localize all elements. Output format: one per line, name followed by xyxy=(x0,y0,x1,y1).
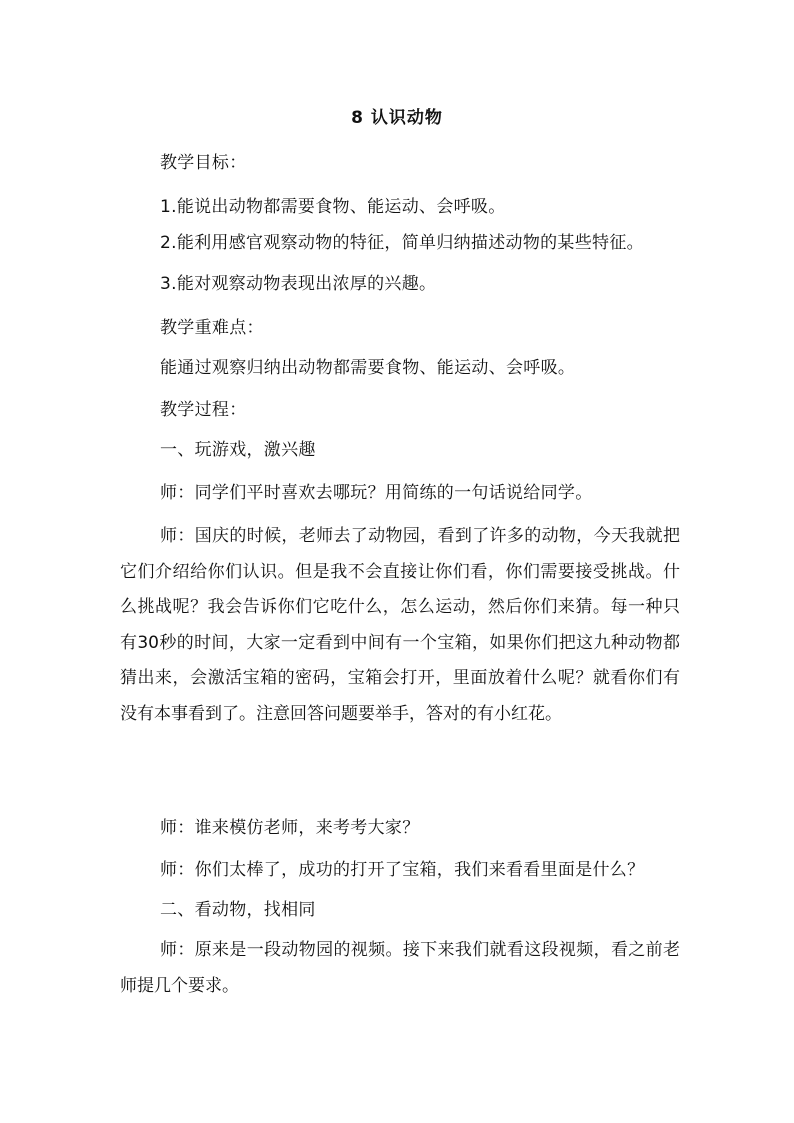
keypoints-text: 能通过观察归纳出动物都需要食物、能运动、会呼吸。 xyxy=(160,358,576,378)
teacher-paragraph-2: 师：原来是一段动物园的视频。接下来我们就看这段视频，看之前老师提几个要求。 xyxy=(120,940,680,996)
teacher-line-3: 师：你们太棒了，成功的打开了宝箱，我们来看看里面是什么？ xyxy=(160,860,645,880)
section-2-heading: 二、看动物，找相同 xyxy=(160,900,316,920)
objectives-heading: 教学目标： xyxy=(160,153,247,173)
teacher-line-1: 师：同学们平时喜欢去哪玩？用简练的一句话说给同学。 xyxy=(160,483,593,503)
objective-item-3: 3.能对观察动物表现出浓厚的兴趣。 xyxy=(160,274,437,294)
objective-item-2: 2.能利用感官观察动物的特征，简单归纳描述动物的某些特征。 xyxy=(160,233,644,253)
teacher-paragraph: 师：国庆的时候，老师去了动物园，看到了许多的动物，今天我就把它们介绍给你们认识。但是我不会直接让你们看，你们需要接受挑战。什么挑战呢？我会告诉你们它吃什么，怎么运动，然后你们来猜。每一种只有30秒的时间，大家一定看到中间有一个宝箱，如果你们把这九种动物都猜出来，会激活宝箱的密码，宝箱会打开，里面放着什么呢？就看你们有没有本事看到了。注意回答问题要举手，答对的有小红花。 xyxy=(120,526,680,724)
document-title: 8 认识动物 xyxy=(351,108,443,128)
keypoints-heading: 教学重难点： xyxy=(160,318,264,338)
process-heading: 教学过程： xyxy=(160,400,247,420)
objective-item-1: 1.能说出动物都需要食物、能运动、会呼吸。 xyxy=(160,197,506,217)
section-1-heading: 一、玩游戏，激兴趣 xyxy=(160,440,316,460)
teacher-line-2: 师：谁来模仿老师，来考考大家？ xyxy=(160,818,420,838)
